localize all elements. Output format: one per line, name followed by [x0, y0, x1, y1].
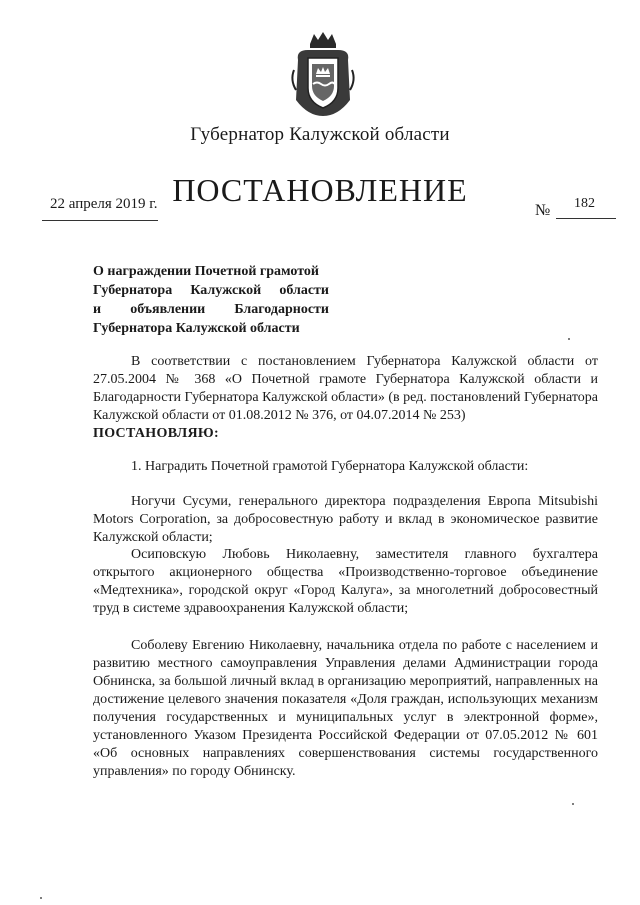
document-number-underline [556, 218, 616, 219]
issuing-authority: Губернатор Калужской области [190, 124, 450, 145]
coat-of-arms-icon [288, 30, 358, 118]
award-paragraph: Осиповскую Любовь Николаевну, заместителя главного бухгалтера открытого акционерного общества «Производственно-торговое объединение «Медтехника», городской округ «Город Калуга», за многолетний добросовестный труд в системе здравоохранения Калужской области; [93, 547, 598, 616]
document-subject [93, 262, 329, 338]
scan-speck [572, 803, 574, 805]
preamble-text: В соответствии с постановлением Губернатора Калужской области от 27.05.2004 № 368 «О Почетной грамоте Губернатора Калужской области и Благодарности Губернатора Калужской области» (в ред. постановлений Губернатора Калужской области от 01.08.2012 № 376, от 04.07.2014 № 253) [93, 354, 598, 423]
scan-speck [568, 338, 570, 340]
date-underline [42, 220, 158, 221]
subject-line-2: Губернатора Калужской области [93, 283, 329, 298]
preamble [93, 353, 598, 443]
award-paragraph: Соболеву Евгению Николаевну, начальника отдела по работе с населением и развитию местного самоуправления Управления делами Администрации города Обнинска, за большой личный вклад в организацию мероприятий, направленных на достижение целевого значения показателя «Доля граждан, использующих механизм получения государственных и муниципальных услуг в электронной форме», установленного Указом Президента Российской Федерации от 07.05.2012 № 601 «Об основных направлениях совершенствования системы государственного управления» по городу Обнинску. [93, 638, 598, 779]
document-type-title: ПОСТАНОВЛЕНИЕ [172, 172, 468, 208]
decree-word: ПОСТАНОВЛЯЮ: [93, 426, 219, 441]
document-date: 22 апреля 2019 г. [50, 196, 158, 212]
subject-line-3: и объявлении Благодарности [93, 302, 329, 317]
award-paragraph: Ногучи Сусуми, генерального директора подразделения Европа Mitsubishi Motors Corporation, за добросовестную работу и вклад в экономическое развитие Калужской области; [93, 494, 598, 545]
document-number: 182 [574, 196, 595, 211]
subject-line-1: О награждении Почетной грамотой [93, 264, 319, 279]
item-1: 1. Наградить Почетной грамотой Губернатора Калужской области: [131, 459, 529, 474]
scan-speck [40, 897, 42, 899]
subject-line-4: Губернатора Калужской области [93, 321, 300, 336]
document-number-label: № [535, 202, 551, 219]
